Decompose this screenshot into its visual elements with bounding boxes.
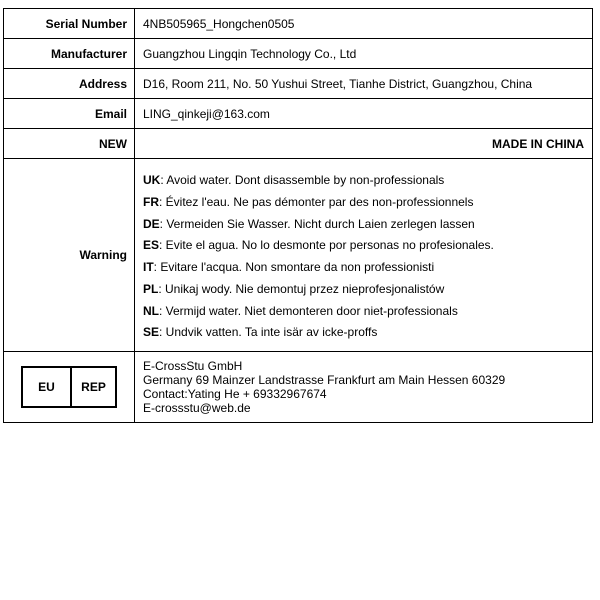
- warning-row: [4, 159, 593, 352]
- language-code: NL: [143, 303, 159, 318]
- address-label: Address: [4, 69, 135, 99]
- manufacturer-label: Manufacturer: [4, 39, 135, 69]
- product-label-table: [3, 8, 593, 423]
- serial-number-row: [4, 9, 593, 39]
- language-code: UK: [143, 173, 161, 187]
- warning-line-pl: [143, 279, 584, 301]
- warning-text: : Evitare l'acqua. Non smontare da non professionisti: [153, 260, 435, 274]
- address-row: [4, 69, 593, 99]
- warning-line-uk: [143, 170, 584, 192]
- manufacturer-value: Guangzhou Lingqin Technology Co., Ltd: [135, 39, 593, 69]
- warning-line-se: [143, 322, 584, 344]
- warning-label: Warning: [4, 159, 135, 352]
- warning-line-de: [143, 214, 584, 236]
- serial-number-label: Serial Number: [4, 9, 135, 39]
- language-code: FR: [143, 194, 159, 209]
- eu-rep-address: Germany 69 Mainzer Landstrasse Frankfurt am Main Hessen 60329: [143, 373, 506, 387]
- language-code: ES: [143, 238, 160, 253]
- language-code: PL: [143, 281, 159, 296]
- language-code: DE: [143, 216, 160, 231]
- rep-badge-text: REP: [81, 380, 106, 394]
- eu-rep-contact: Contact:Yating He + 69332967674: [143, 387, 327, 401]
- manufacturer-row: [4, 39, 593, 69]
- condition-row: [4, 129, 593, 159]
- serial-number-value: 4NB505965_Hongchen0505: [135, 9, 593, 39]
- eu-rep-email: E-crossstu@web.de: [143, 401, 251, 415]
- warning-text: : Évitez l'eau. Ne pas démonter par des non-professionnels: [159, 194, 474, 209]
- eu-rep-row: [4, 352, 593, 423]
- made-in-china-label: MADE IN CHINA: [135, 129, 593, 159]
- warning-text: : Vermijd water. Niet demonteren door niet-professionals: [159, 303, 458, 318]
- email-row: [4, 99, 593, 129]
- warning-line-es: [143, 235, 584, 257]
- warning-text: : Undvik vatten. Ta inte isär av icke-proffs: [159, 325, 378, 340]
- email-value: LING_qinkeji@163.com: [135, 99, 593, 129]
- eu-rep-badge: [21, 366, 117, 408]
- address-value: D16, Room 211, No. 50 Yushui Street, Tianhe District, Guangzhou, China: [135, 69, 593, 99]
- warning-line-nl: [143, 301, 584, 323]
- new-label: NEW: [4, 129, 135, 159]
- warning-line-it: [143, 257, 584, 279]
- warning-text: : Evite el agua. No lo desmonte por personas no profesionales.: [159, 238, 494, 253]
- language-code: IT: [143, 260, 154, 274]
- warning-text: : Avoid water. Dont disassemble by non-professionals: [160, 173, 445, 187]
- eu-rep-company: E-CrossStu GmbH: [143, 359, 243, 373]
- warning-text-cell: [135, 159, 593, 352]
- eu-rep-info-cell: [135, 352, 593, 423]
- eu-badge-text: EU: [23, 368, 72, 406]
- warning-text: : Vermeiden Sie Wasser. Nicht durch Laien zerlegen lassen: [159, 216, 475, 231]
- warning-text: : Unikaj wody. Nie demontuj przez nieprofesjonalistów: [158, 281, 445, 296]
- language-code: SE: [143, 325, 160, 340]
- eu-rep-badge-cell: [4, 352, 135, 423]
- email-label: Email: [4, 99, 135, 129]
- warning-line-fr: [143, 192, 584, 214]
